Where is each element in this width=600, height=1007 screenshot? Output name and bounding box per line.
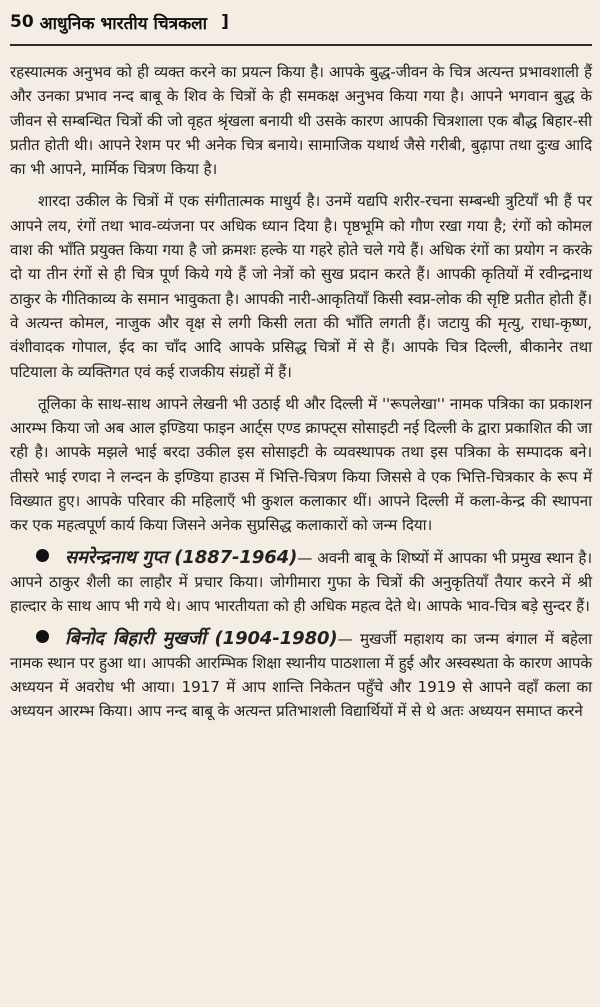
chapter-title: आधुनिक भारतीय चित्रकला (39, 13, 208, 34)
bio-entry (10, 546, 592, 619)
bio-text: — अवनी बाबू के शिष्यों में आपका भी प्रमुख स्थान है। आपने ठाकुर शैली का लाहौर में प्रचार किया। जोगीमारा गुफा के चित्रों की अनुकृतियाँ तैयार करने में श्री हाल्दार के साथ आप भी गये थे। आप भारतीयता को ही अधिक महत्व देते थे। आपके भाव-चित्र बड़े सुन्दर हैं। (10, 548, 592, 616)
header-bracket: ] (221, 12, 229, 32)
bullet-icon (36, 630, 49, 643)
paragraph: तूलिका के साथ-साथ आपने लेखनी भी उठाई थी और दिल्ली में ''रूपलेखा'' नामक पत्रिका का प्रकाशन आरम्भ किया जो अब आल इण्डिया फाइन आर्ट्स एण्ड क्राफ्ट्स सोसाइटी नई दिल्ली के द्वारा प्रकाशित की जा रही है। आपके मझले भाई बरदा उकील इस सोसाइटी के व्यवस्थापक तथा इस पत्रिका के सम्पादक बने। तीसरे भाई रणदा ने लन्दन के इण्डिया हाउस में भित्ति-चित्रण किया जिससे वे एक भित्ति-चित्रकार के रूप में विख्यात हुए। आपके परिवार की महिलाएँ भी कुशल कलाकार थीं। आपने दिल्ली में कला-केन्द्र की स्थापना कर एक महत्वपूर्ण कार्य किया जिसने अनेक सुप्रसिद्ध कलाकारों को जन्म दिया। (10, 394, 592, 535)
paragraph: रहस्यात्मक अनुभव को ही व्यक्त करने का प्रयत्न किया है। आपके बुद्ध-जीवन के चित्र अत्यन्त प्रभावशाली हैं और उनका प्रभाव नन्द बाबू के शिव के चित्रों के ही समकक्ष अनुभव किया गया है। आपने भगवान बुद्ध के जीवन से सम्बन्धित चित्रों की जो वृहत श्रृंखला बनायी थी उसके कारण आपकी चित्रशाला एक बौद्ध बिहार-सी प्रतीत होती थी। आपने रेशम पर भी अनेक चित्र बनाये। सामाजिक यथार्थ जैसे गरीबी, बुढ़ापा तथा दुःख आदि का भी आपने, मार्मिक चित्रण किया है। (10, 63, 592, 179)
bio-heading: समरेन्द्रनाथ गुप्त (1887-1964) (65, 546, 298, 568)
bio-entry (10, 627, 592, 724)
page-number: 50 (10, 12, 34, 32)
bio-text: — मुखर्जी महाशय का जन्म बंगाल में बहेला नामक स्थान पर हुआ था। आपकी आरम्भिक शिक्षा स्थानीय पाठशाला में हुई और अस्वस्थता के कारण आपके अध्ययन में अवरोध भी आया। 1917 में आप शान्ति निकेतन पहुँचे और 1919 से आपने वहाँ कला का अध्ययन आरम्भ किया। आप नन्द बाबू के अत्यन्त प्रतिभाशली विद्यार्थियों में से थे अतः अध्ययन समाप्त करने (10, 629, 592, 721)
paragraph: शारदा उकील के चित्रों में एक संगीतात्मक माधुर्य है। उनमें यद्यपि शरीर-रचना सम्बन्धी त्रुटियाँ भी हैं पर आपने लय, रंगों तथा भाव-व्यंजना पर अधिक ध्यान दिया है। पृष्ठभूमि को गौण रखा गया है; रंगों को कोमल वाश की भाँति प्रयुक्त किया गया है जो क्रमशः हल्के या गहरे होते चले गये हैं। अधिक रंगों का प्रयोग न करके दो या तीन रंगों से ही चित्र पूर्ण किये गये हैं जो नेत्रों को सुख प्रदान करते हैं। आपकी कृतियों में रवीन्द्रनाथ ठाकुर के गीतिकाव्य के समान भावुकता है। आपकी नारी-आकृतियाँ किसी स्वप्न-लोक की सृष्टि प्रतीत होती हैं। वे अत्यन्त कोमल, नाजुक और वृक्ष से लगी किसी लता की भाँति लगती हैं। जटायु की मृत्यु, राधा-कृष्ण, वंशीवादक गोपाल, ईद का चाँद आदि आपके प्रसिद्ध चित्रों में से हैं। आपके चित्र दिल्ली, बीकानेर तथा पटियाला के व्यक्तिगत एवं कई राजकीय संग्रहों में हैं। (10, 192, 592, 381)
bullet-icon (36, 549, 49, 562)
bio-heading: बिनोद बिहारी मुखर्जी (1904-1980) (65, 627, 338, 649)
page-header (10, 0, 592, 46)
